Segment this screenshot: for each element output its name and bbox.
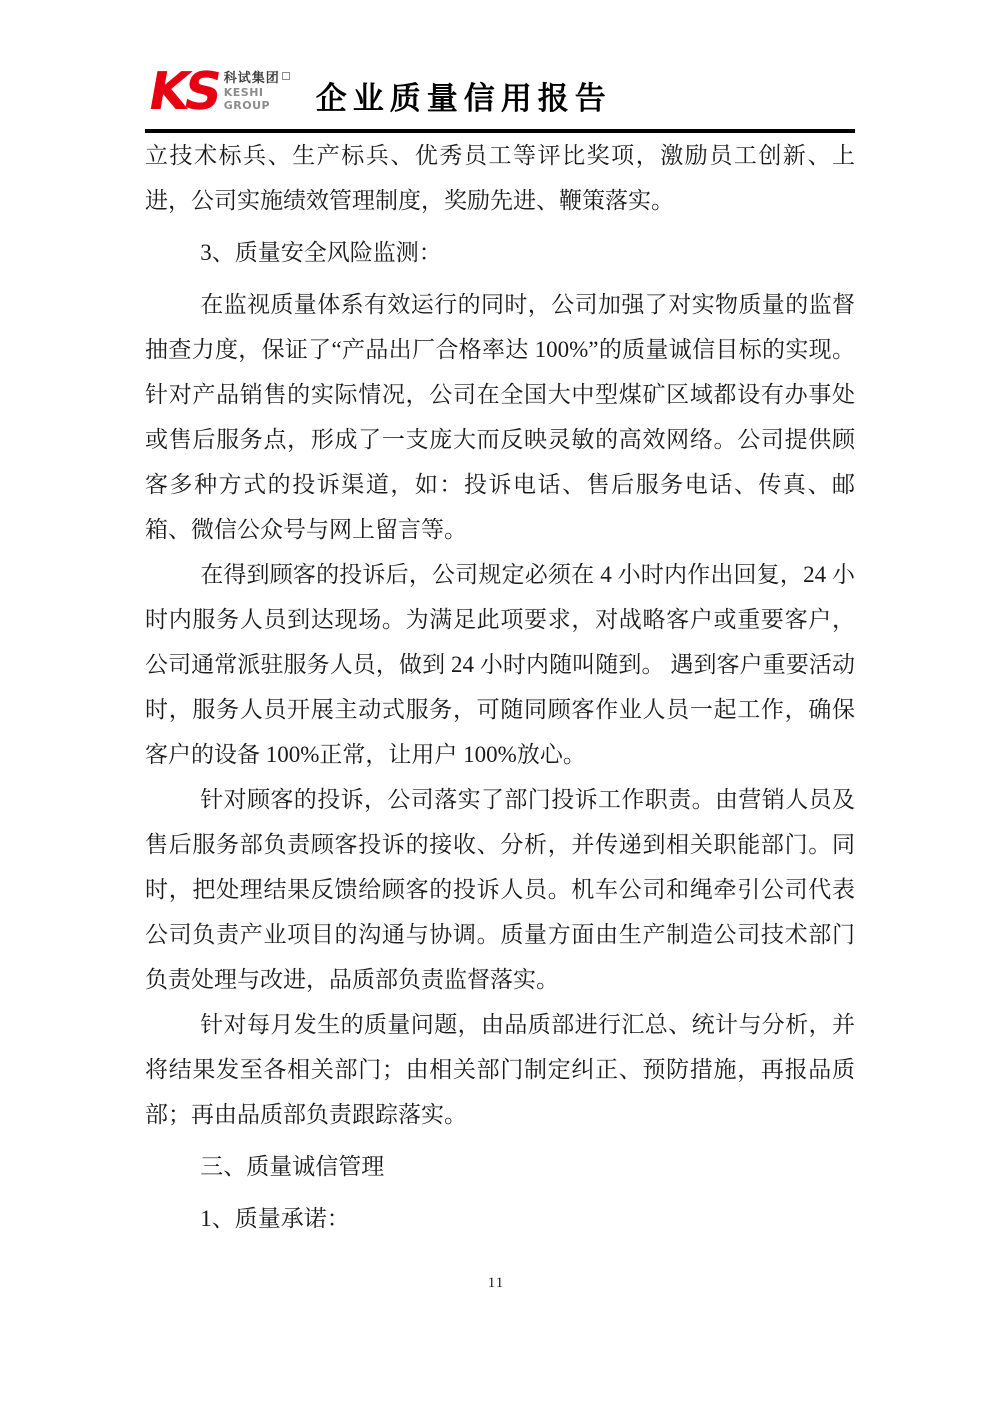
logo-cn-row xyxy=(224,71,290,86)
paragraph: 在得到顾客的投诉后，公司规定必须在 4 小时内作出回复，24 小时内服务人员到达现场。为满足此项要求，对战略客户或重要客户，公司通常派驻服务人员，做到 24 小时内随叫随到。 遇到客户重要活动时，服务人员开展主动式服务，可随同顾客作业人员一起工作，确保客户的设备 100%正常，让用户 100%放心。 xyxy=(145,562,855,767)
page-number: 11 xyxy=(487,1275,505,1291)
logo-en-line1: KESHI xyxy=(223,86,264,99)
logo-en-line2: GROUP xyxy=(223,99,271,112)
keshi-group-logo xyxy=(143,62,290,122)
paragraph: 针对每月发生的质量问题，由品质部进行汇总、统计与分析，并将结果发至各相关部门；由相关部门制定纠正、预防措施，再报品质部；再由品质部负责跟踪落实。 xyxy=(145,1012,855,1127)
document-body xyxy=(145,133,855,1248)
paragraph: 在监视质量体系有效运行的同时，公司加强了对实物质量的监督抽查力度，保证了“产品出厂合格率达 100%”的质量诚信目标的实现。 针对产品销售的实际情况，公司在全国大中型煤矿区域都设有办事处或售后服务点，形成了一支庞大而反映灵敏的高效网络。公司提供顾客多种方式的投诉渠道，如：投诉电话、售后服务电话、传真、邮箱、微信公众号与网上留言等。 xyxy=(145,292,855,542)
logo-text-column xyxy=(224,66,290,112)
page-header xyxy=(143,62,855,122)
section-heading: 1、质量承诺： xyxy=(200,1206,350,1231)
section-heading: 3、质量安全风险监测： xyxy=(200,240,442,265)
paragraph: 立技术标兵、生产标兵、优秀员工等评比奖项，激励员工创新、上进，公司实施绩效管理制度，奖励先进、鞭策落实。 xyxy=(145,143,855,213)
paragraph: 针对顾客的投诉，公司落实了部门投诉工作职责。由营销人员及售后服务部负责顾客投诉的接收、分析，并传递到相关职能部门。同时，把处理结果反馈给顾客的投诉人员。机车公司和绳牵引公司代表公司负责产业项目的沟通与协调。质量方面由生产制造公司技术部门负责处理与改进，品质部负责监督落实。 xyxy=(145,787,855,992)
report-title: 企业质量信用报告 xyxy=(315,81,612,117)
trademark-box-icon xyxy=(282,72,290,80)
logo-ks-mark: KS xyxy=(143,62,223,122)
page-footer xyxy=(0,1274,992,1292)
logo-cn-text: 科试集团 xyxy=(223,71,280,86)
section-heading: 三、质量诚信管理 xyxy=(200,1154,385,1179)
